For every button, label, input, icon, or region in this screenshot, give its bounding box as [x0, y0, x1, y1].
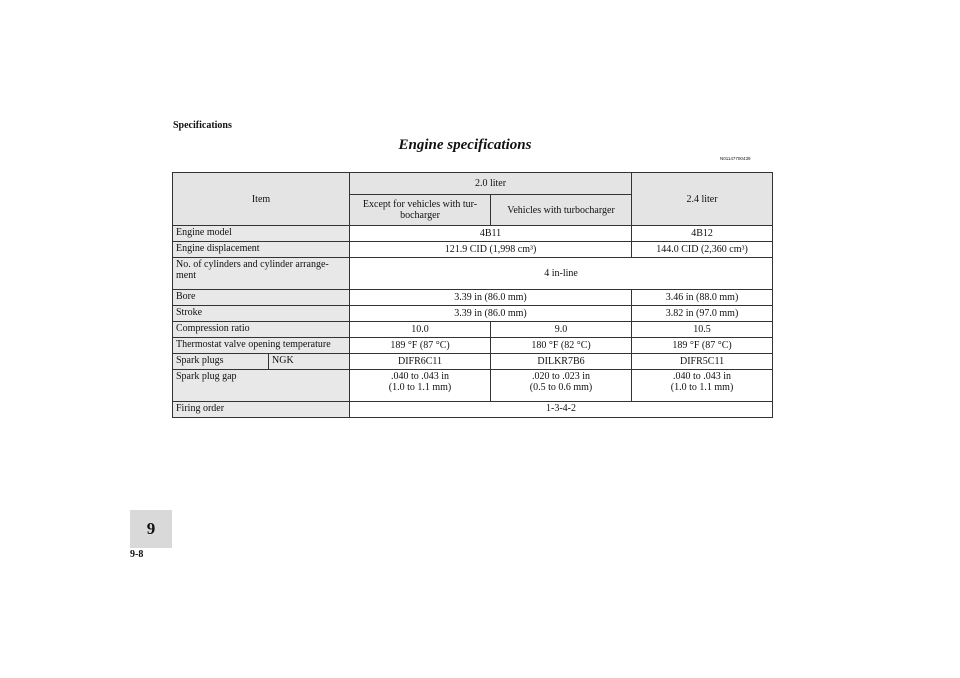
gap-inches: .020 to .023 in — [531, 371, 591, 382]
cell-value: 189 °F (87 °C) — [632, 338, 773, 354]
cell-value: 3.46 in (88.0 mm) — [632, 290, 773, 306]
table-row — [173, 306, 773, 322]
gap-mm: (0.5 to 0.6 mm) — [529, 382, 593, 393]
row-sublabel: NGK — [269, 354, 350, 370]
row-label: Compression ratio — [173, 322, 350, 338]
header-item: Item — [173, 173, 350, 226]
header-turbo: Vehicles with turbocharger — [491, 195, 632, 226]
cell-value: 4 in-line — [350, 258, 773, 290]
cell-value: 9.0 — [491, 322, 632, 338]
cell-value — [632, 370, 773, 402]
gap-mm: (1.0 to 1.1 mm) — [670, 382, 734, 393]
cell-value: 3.39 in (86.0 mm) — [350, 306, 632, 322]
header-non-turbo: Except for vehicles with tur-bocharger — [350, 195, 491, 226]
cell-value: 121.9 CID (1,998 cm³) — [350, 242, 632, 258]
cell-value: 189 °F (87 °C) — [350, 338, 491, 354]
cell-value: 1-3-4-2 — [350, 402, 773, 418]
row-label: Engine displacement — [173, 242, 350, 258]
cell-value: 144.0 CID (2,360 cm³) — [632, 242, 773, 258]
cell-value: 4B12 — [632, 226, 773, 242]
page-number: 9-8 — [130, 549, 144, 560]
cell-value: 10.0 — [350, 322, 491, 338]
cell-value: 10.5 — [632, 322, 773, 338]
reference-code: N01147700439 — [720, 156, 751, 161]
row-label: Firing order — [173, 402, 350, 418]
gap-mm: (1.0 to 1.1 mm) — [388, 382, 452, 393]
row-label: Spark plugs — [173, 354, 269, 370]
table-row — [173, 258, 773, 290]
table-row — [173, 226, 773, 242]
table-row — [173, 290, 773, 306]
table-row — [173, 354, 773, 370]
cell-value — [350, 370, 491, 402]
chapter-tab: 9 — [130, 510, 172, 548]
row-label: Engine model — [173, 226, 350, 242]
cell-value: 180 °F (82 °C) — [491, 338, 632, 354]
page-title: Engine specifications — [398, 137, 532, 153]
row-label: Stroke — [173, 306, 350, 322]
engine-spec-table — [172, 172, 773, 418]
row-label: Spark plug gap — [173, 370, 350, 402]
row-label: No. of cylinders and cylinder arrange-ment — [173, 258, 350, 290]
table-row — [173, 338, 773, 354]
table-row — [173, 370, 773, 402]
cell-value: DIFR5C11 — [632, 354, 773, 370]
cell-value: DIFR6C11 — [350, 354, 491, 370]
table-row — [173, 322, 773, 338]
cell-value: 4B11 — [350, 226, 632, 242]
header-2-0-liter: 2.0 liter — [350, 173, 632, 195]
gap-inches: .040 to .043 in — [390, 371, 450, 382]
cell-value: 3.39 in (86.0 mm) — [350, 290, 632, 306]
table-header-row — [173, 173, 773, 195]
cell-value — [491, 370, 632, 402]
gap-inches: .040 to .043 in — [673, 371, 732, 382]
row-label: Thermostat valve opening temperature — [173, 338, 350, 354]
table-row — [173, 402, 773, 418]
section-heading: Specifications — [173, 120, 232, 131]
header-2-4-liter: 2.4 liter — [632, 173, 773, 226]
cell-value: 3.82 in (97.0 mm) — [632, 306, 773, 322]
cell-value: DILKR7B6 — [491, 354, 632, 370]
row-label: Bore — [173, 290, 350, 306]
table-row — [173, 242, 773, 258]
